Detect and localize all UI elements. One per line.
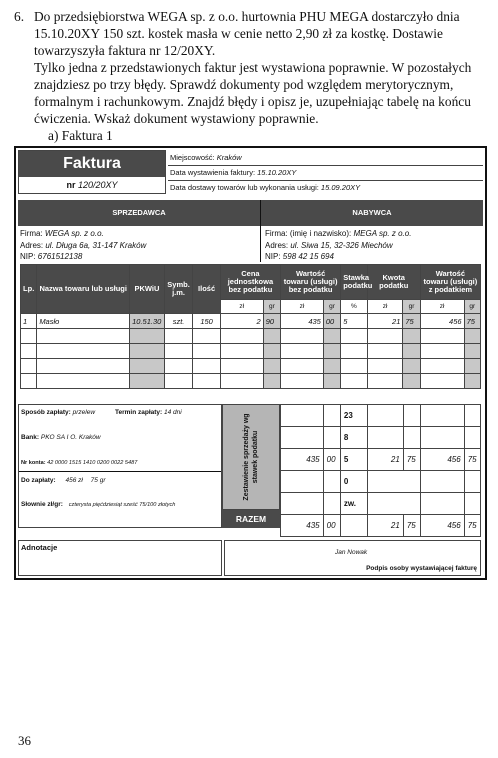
sum-net-gr [323, 493, 340, 515]
sum-gross-zl [421, 493, 465, 515]
summary-row [281, 449, 481, 471]
summary-vertical-label: Zestawienie sprzedaży wg stawek podatku [243, 413, 259, 501]
total-gross-zl: 456 [421, 515, 465, 537]
signature-name: Jan Nowak [335, 549, 368, 556]
task-subitem: a) Faktura 1 [48, 128, 113, 143]
table-row [21, 374, 481, 389]
sum-gross-gr: 75 [464, 449, 480, 471]
buyer-details [265, 228, 483, 263]
total-gross-gr: 75 [464, 515, 480, 537]
buyer-address-label: Adres: [265, 240, 289, 250]
invoice-dates [168, 150, 483, 194]
item-pkwiu: 10.51.30 [130, 314, 165, 329]
summary-row [281, 427, 481, 449]
sub-zl: zł [367, 300, 403, 314]
item-qty: 150 [193, 314, 221, 329]
sum-net-zl: 435 [281, 449, 324, 471]
sub-zl: zł [420, 300, 464, 314]
total-label: RAZEM [222, 510, 280, 528]
sum-gross-zl [421, 471, 465, 493]
topay-zl: 456 [65, 477, 77, 484]
sum-vat-zl: 21 [368, 449, 404, 471]
item-name: Masło [37, 314, 130, 329]
invoice-title: Faktura [19, 151, 165, 177]
sum-vat-zl [368, 427, 404, 449]
account-value: 42 0000 1515 1410 0200 0022 5487 [47, 460, 138, 466]
buyer-firm-label: Firma: (imię i nazwisko): [265, 229, 352, 238]
task-paragraph-1: Do przedsiębiorstwa WEGA sp. z o.o. hurtownia PHU MEGA dostarczyło dnia 15.10.20XY 150 szt. kostek masła w cenie netto 2,90 zł za kostkę. Dostawie towarzyszyła faktura nr 12/20XY. [34, 9, 460, 58]
seller-address: ul. Długa 6a, 31-147 Kraków [45, 240, 147, 250]
signature-label: Podpis osoby wystawiającej fakturę [366, 565, 477, 572]
payment-value: przelew [72, 409, 96, 416]
sub-gr: gr [263, 300, 280, 314]
item-vat-zl: 21 [367, 314, 403, 329]
col-qty: Ilość [193, 265, 221, 314]
words-value: czterysta pięćdziesiąt sześć 75/100 złotych [68, 502, 176, 508]
invoice-number: 120/20XY [77, 180, 118, 190]
sum-gross-gr [464, 493, 480, 515]
total-net-gr: 00 [323, 515, 340, 537]
item-lp: 1 [21, 314, 37, 329]
col-vat: Kwota podatku [367, 265, 420, 300]
words-label: Słownie zł/gr: [21, 501, 63, 508]
seller-nip-label: NIP: [20, 252, 36, 261]
sub-gr: gr [464, 300, 480, 314]
item-gross-zl: 456 [420, 314, 464, 329]
bank-value: PKO SA I O. Kraków [40, 434, 101, 441]
item-net-gr: 00 [323, 314, 340, 329]
sum-net-gr: 00 [323, 449, 340, 471]
col-net: Wartość towaru (usługi) bez podatku [281, 265, 341, 300]
invoice [14, 146, 487, 580]
table-row [21, 359, 481, 374]
sum-net-zl [281, 471, 324, 493]
sum-rate: 0 [340, 471, 367, 493]
seller-address-label: Adres: [20, 240, 44, 250]
sum-gross-gr [464, 427, 480, 449]
sum-rate: zw. [340, 493, 367, 515]
sum-rate: 23 [340, 405, 367, 427]
sub-pct: % [341, 300, 368, 314]
total-vat-zl: 21 [368, 515, 404, 537]
payment-label: Sposób zapłaty: [21, 409, 71, 416]
col-gross: Wartość towaru (usługi) z podatkiem [420, 265, 480, 300]
payment-block [18, 404, 222, 528]
place-label: Miejscowość: [170, 153, 215, 162]
buyer-firm: MEGA sp. z o.o. [353, 229, 412, 238]
item-unit: szt. [164, 314, 193, 329]
delivery-date-value: 15.09.20XY [320, 183, 361, 192]
bank-label: Bank: [21, 434, 40, 441]
sum-net-zl [281, 405, 324, 427]
sum-rate: 8 [340, 427, 367, 449]
delivery-date-label: Data dostawy towarów lub wykonania usługi: [170, 183, 319, 192]
account-label: Nr konta: [21, 460, 46, 466]
sum-gross-gr [464, 405, 480, 427]
sub-zl: zł [281, 300, 324, 314]
sum-net-gr [323, 427, 340, 449]
summary-vertical-box [222, 404, 280, 510]
issue-date-label: Data wystawienia faktury: [170, 168, 256, 177]
invoice-number-row [19, 177, 165, 193]
seller-details [20, 228, 260, 263]
invoice-number-label: nr [66, 180, 76, 190]
sum-vat-gr [403, 427, 420, 449]
table-row [21, 344, 481, 359]
task-text [14, 8, 486, 144]
items-table [20, 264, 481, 389]
sum-rate: 5 [340, 449, 367, 471]
sum-vat-blank [368, 493, 421, 515]
sum-net-zl [281, 493, 324, 515]
seller-firm-label: Firma: [20, 229, 43, 238]
topay-gr: 75 [90, 477, 98, 484]
place-value: Kraków [216, 153, 242, 162]
notes-label: Adnotacje [21, 543, 58, 552]
item-price-zl: 2 [220, 314, 263, 329]
sum-vat-gr: 75 [403, 449, 420, 471]
col-name: Nazwa towaru lub usługi [37, 265, 130, 314]
invoice-title-box [18, 150, 166, 194]
summary-row [281, 493, 481, 515]
sub-zl: zł [220, 300, 263, 314]
sum-gross-gr [464, 471, 480, 493]
sum-vat-blank [368, 471, 421, 493]
col-pkwiu: PKWiU [130, 265, 165, 314]
signature-box [224, 540, 481, 576]
issue-date-value: 15.10.20XY [257, 168, 297, 177]
seller-firm: WEGA sp. z o.o. [44, 229, 104, 238]
seller-header: SPRZEDAWCA [18, 200, 260, 226]
col-price: Cena jednostkowa bez podatku [220, 265, 280, 300]
summary-row [281, 405, 481, 427]
sum-gross-zl: 456 [421, 449, 465, 471]
term-value: 14 dni [164, 409, 182, 416]
buyer-address: ul. Siwa 15, 32-326 Miechów [290, 240, 393, 250]
term-label: Termin zapłaty: [115, 409, 163, 416]
table-row [21, 329, 481, 344]
buyer-header: NABYWCA [261, 200, 483, 226]
buyer-nip-label: NIP: [265, 252, 281, 261]
total-net-zl: 435 [281, 515, 324, 537]
total-row [281, 515, 481, 537]
total-rate-blank [340, 515, 367, 537]
summary-table [280, 404, 481, 537]
sum-gross-zl [421, 405, 465, 427]
item-net-zl: 435 [281, 314, 324, 329]
sum-vat-zl [368, 405, 404, 427]
sub-gr: gr [323, 300, 340, 314]
col-rate: Stawka podatku [341, 265, 368, 300]
task-paragraph-2: Tylko jedna z przedstawionych faktur jest wystawiona poprawnie. W pozostałych znajdziesz po trzy błędy. Sprawdź dokumenty pod względem merytorycznym, formalnym i rachunkowym. Znajdź błędy i opisz je, uzupełniając tabelę na końcu ćwiczenia. Wskaż dokument wystawiony poprawnie. [34, 60, 472, 126]
item-gross-gr: 75 [464, 314, 480, 329]
sum-net-gr [323, 405, 340, 427]
item-rate: 5 [341, 314, 368, 329]
item-vat-gr: 75 [403, 314, 420, 329]
item-price-gr: 90 [263, 314, 280, 329]
sub-gr: gr [403, 300, 420, 314]
notes-box [18, 540, 222, 576]
sum-net-zl [281, 427, 324, 449]
page-number: 36 [18, 733, 31, 748]
sum-net-gr [323, 471, 340, 493]
task-number: 6. [14, 9, 25, 24]
sum-vat-gr [403, 405, 420, 427]
topay-label: Do zapłaty: [21, 477, 56, 484]
seller-nip: 6761512138 [37, 252, 83, 261]
summary-row [281, 471, 481, 493]
buyer-nip: 598 42 15 694 [282, 252, 334, 261]
topay-gr-unit: gr [99, 477, 106, 484]
col-unit: Symb. j.m. [164, 265, 193, 314]
table-row [21, 314, 481, 329]
total-vat-gr: 75 [403, 515, 420, 537]
col-lp: Lp. [21, 265, 37, 314]
topay-zl-unit: zł [78, 477, 83, 484]
sum-gross-zl [421, 427, 465, 449]
